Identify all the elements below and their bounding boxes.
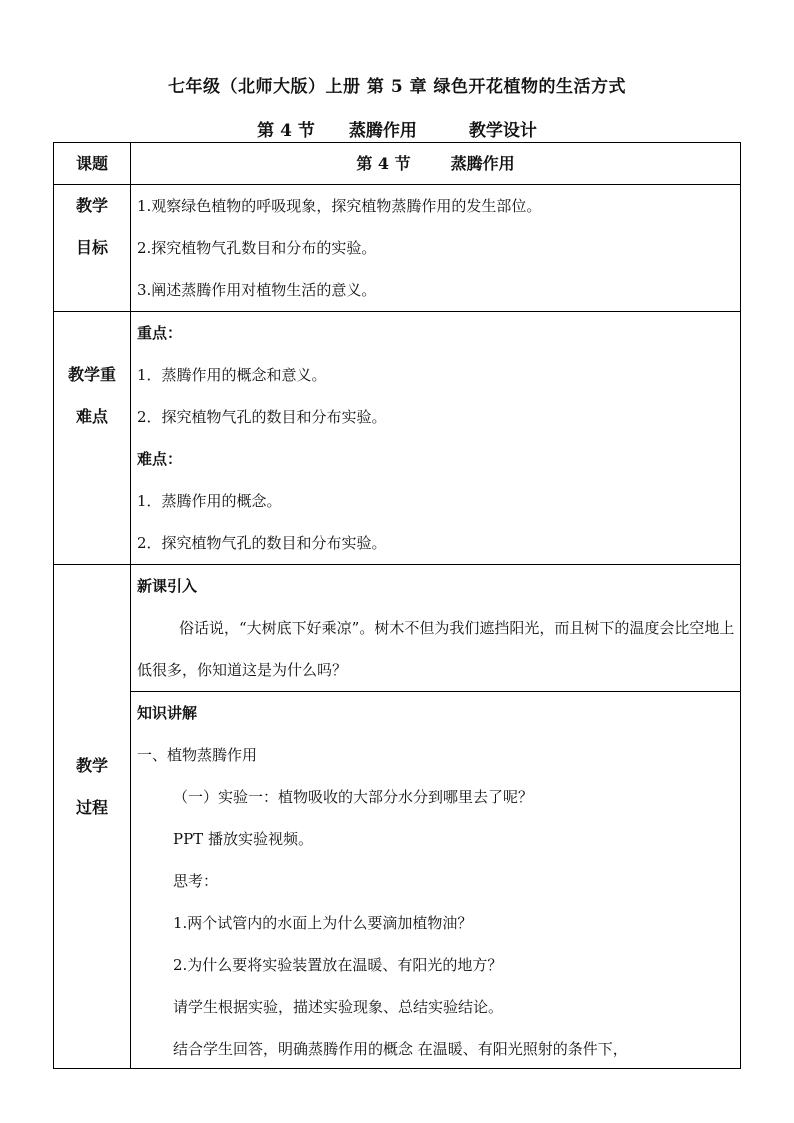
course-title-cell bbox=[131, 143, 741, 185]
knowledge-line: 结合学生回答，明确蒸腾作用的概念 在温暖、有阳光照射的条件下， bbox=[173, 1040, 628, 1058]
label-course: 课题 bbox=[54, 143, 131, 185]
difficult-point-item: 1．蒸腾作用的概念。 bbox=[137, 492, 282, 510]
key-point-item: 2．探究植物气孔的数目和分布实验。 bbox=[137, 408, 387, 426]
key-points-heading: 重点： bbox=[137, 324, 183, 342]
knowledge-line: 2.为什么要将实验装置放在温暖、有阳光的地方？ bbox=[173, 956, 503, 974]
document-title: 七年级（北师大版）上册 第 5 章 绿色开花植物的生活方式 bbox=[167, 77, 626, 97]
course-topic: 蒸腾作用 bbox=[450, 154, 515, 173]
course-section: 第 4 节 bbox=[356, 154, 411, 173]
subtitle-suffix: 教学设计 bbox=[468, 121, 537, 141]
objectives-cell bbox=[131, 185, 741, 312]
knowledge-line: 一、植物蒸腾作用 bbox=[137, 746, 258, 764]
label-process: 教学 过程 bbox=[54, 565, 131, 1069]
knowledge-line: （一）实验一：植物吸收的大部分水分到哪里去了呢？ bbox=[173, 788, 534, 806]
knowledge-heading: 知识讲解 bbox=[137, 704, 198, 722]
subtitle-section: 第 4 节 bbox=[257, 121, 315, 141]
row-intro bbox=[54, 565, 741, 692]
row-course-title bbox=[54, 143, 741, 185]
knowledge-line: 1.两个试管内的水面上为什么要滴加植物油？ bbox=[173, 914, 473, 932]
objective-item: 3.阐述蒸腾作用对植物生活的意义。 bbox=[137, 281, 377, 299]
key-difficult-cell bbox=[131, 312, 741, 565]
knowledge-cell bbox=[131, 692, 741, 1069]
intro-text: 俗话说，“大树底下好乘凉”。树木不但为我们遮挡阳光，而且树下的温度会比空地上低很多，你知道这是为什么吗？ bbox=[137, 619, 735, 679]
row-objectives bbox=[54, 185, 741, 312]
difficult-point-item: 2．探究植物气孔的数目和分布实验。 bbox=[137, 534, 387, 552]
objective-item: 2.探究植物气孔数目和分布的实验。 bbox=[137, 239, 377, 257]
intro-heading: 新课引入 bbox=[137, 577, 198, 595]
document-subtitle bbox=[0, 116, 794, 141]
objective-item: 1.观察绿色植物的呼吸现象，探究植物蒸腾作用的发生部位。 bbox=[137, 197, 542, 215]
row-key-difficult bbox=[54, 312, 741, 565]
key-point-item: 1．蒸腾作用的概念和意义。 bbox=[137, 366, 327, 384]
row-knowledge bbox=[54, 692, 741, 1069]
knowledge-line: PPT 播放实验视频。 bbox=[173, 830, 313, 848]
label-key-difficult: 教学重 难点 bbox=[54, 312, 131, 565]
label-objectives: 教学 目标 bbox=[54, 185, 131, 312]
knowledge-line: 思考： bbox=[173, 872, 219, 890]
lesson-plan-table bbox=[53, 142, 741, 1069]
difficult-points-heading: 难点： bbox=[137, 450, 183, 468]
subtitle-topic: 蒸腾作用 bbox=[348, 121, 417, 141]
knowledge-line: 请学生根据实验，描述实验现象、总结实验结论。 bbox=[173, 998, 504, 1016]
intro-cell bbox=[131, 565, 741, 692]
